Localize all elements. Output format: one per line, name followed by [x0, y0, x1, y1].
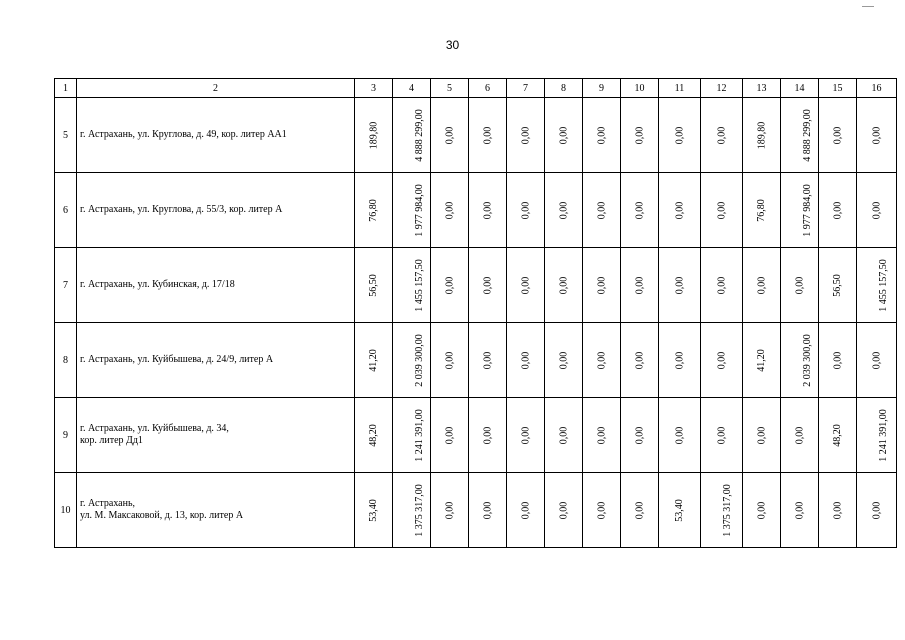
- value-cell: [507, 248, 545, 323]
- cell-value: 56,50: [368, 273, 379, 297]
- address-cell: [77, 398, 355, 473]
- address-cell: [77, 98, 355, 173]
- property-table: [54, 78, 897, 548]
- value-cell: [469, 248, 507, 323]
- value-cell: [355, 248, 393, 323]
- cell-value: 0,00: [674, 276, 685, 294]
- address-line: кор. литер Дд1: [80, 435, 143, 446]
- cell-value: 0,00: [558, 126, 569, 144]
- value-cell: [507, 323, 545, 398]
- value-cell: [545, 98, 583, 173]
- cell-value: 0,00: [871, 501, 882, 519]
- address-cell: [77, 173, 355, 248]
- address-line: г. Астрахань, ул. Кубинская, д. 17/18: [80, 279, 235, 290]
- row-number: 8: [55, 323, 77, 398]
- cell-value: 0,00: [596, 351, 607, 369]
- value-cell: [507, 173, 545, 248]
- address-line: г. Астрахань, ул. Круглова, д. 55/3, кор. литер А: [80, 204, 283, 215]
- value-cell: [583, 248, 621, 323]
- value-cell: [857, 173, 897, 248]
- cell-value: 76,80: [368, 198, 379, 222]
- value-cell: [355, 323, 393, 398]
- value-cell: [701, 323, 743, 398]
- value-cell: [469, 173, 507, 248]
- column-header: 9: [583, 79, 621, 98]
- value-cell: [743, 473, 781, 548]
- cell-value: 0,00: [716, 201, 727, 219]
- cell-value: 1 455 157,50: [877, 258, 889, 312]
- cell-value: 0,00: [558, 501, 569, 519]
- cell-value: 0,00: [596, 201, 607, 219]
- cell-value: 0,00: [716, 126, 727, 144]
- value-cell: [355, 473, 393, 548]
- cell-value: 0,00: [716, 276, 727, 294]
- cell-value: 53,40: [674, 498, 685, 522]
- table-row: [55, 248, 897, 323]
- value-cell: [857, 98, 897, 173]
- cell-value: 0,00: [596, 426, 607, 444]
- value-cell: [701, 398, 743, 473]
- value-cell: [469, 398, 507, 473]
- value-cell: [431, 248, 469, 323]
- cell-value: 1 455 157,50: [413, 258, 425, 312]
- value-cell: [621, 323, 659, 398]
- cell-value: 4 888 299,00: [413, 108, 425, 162]
- cell-value: 48,20: [368, 423, 379, 447]
- cell-value: 0,00: [558, 426, 569, 444]
- cell-value: 0,00: [482, 351, 493, 369]
- value-cell: [659, 323, 701, 398]
- column-header: 8: [545, 79, 583, 98]
- cell-value: 1 241 391,00: [413, 408, 425, 462]
- value-cell: [621, 248, 659, 323]
- cell-value: 0,00: [871, 351, 882, 369]
- value-cell: [393, 248, 431, 323]
- cell-value: 0,00: [634, 276, 645, 294]
- cell-value: 0,00: [674, 351, 685, 369]
- cell-value: 0,00: [794, 501, 805, 519]
- cell-value: 0,00: [674, 126, 685, 144]
- cell-value: 0,00: [716, 351, 727, 369]
- value-cell: [507, 398, 545, 473]
- value-cell: [355, 398, 393, 473]
- cell-value: 0,00: [558, 201, 569, 219]
- value-cell: [659, 248, 701, 323]
- cell-value: 0,00: [520, 501, 531, 519]
- cell-value: 0,00: [634, 126, 645, 144]
- row-number: 5: [55, 98, 77, 173]
- cell-value: 1 977 984,00: [801, 183, 813, 237]
- value-cell: [743, 98, 781, 173]
- value-cell: [393, 473, 431, 548]
- cell-value: 1 977 984,00: [413, 183, 425, 237]
- cell-value: 0,00: [444, 201, 455, 219]
- value-cell: [469, 473, 507, 548]
- value-cell: [819, 398, 857, 473]
- cell-value: 1 375 317,00: [413, 483, 425, 537]
- cell-value: 0,00: [716, 426, 727, 444]
- cell-value: 1 241 391,00: [877, 408, 889, 462]
- address-line: г. Астрахань, ул. Круглова, д. 49, кор. литер АА1: [80, 129, 287, 140]
- value-cell: [545, 323, 583, 398]
- value-cell: [781, 323, 819, 398]
- value-cell: [781, 98, 819, 173]
- value-cell: [355, 173, 393, 248]
- row-number: 10: [55, 473, 77, 548]
- value-cell: [431, 98, 469, 173]
- value-cell: [507, 473, 545, 548]
- cell-value: 0,00: [674, 201, 685, 219]
- cell-value: 0,00: [832, 501, 843, 519]
- value-cell: [431, 473, 469, 548]
- column-header: 11: [659, 79, 701, 98]
- cell-value: 0,00: [596, 501, 607, 519]
- value-cell: [621, 173, 659, 248]
- cell-value: 0,00: [520, 126, 531, 144]
- table-row: [55, 323, 897, 398]
- cell-value: 0,00: [520, 351, 531, 369]
- value-cell: [545, 248, 583, 323]
- cell-value: 0,00: [756, 276, 767, 294]
- cell-value: 0,00: [596, 276, 607, 294]
- address-cell: [77, 323, 355, 398]
- cell-value: 0,00: [634, 351, 645, 369]
- value-cell: [621, 473, 659, 548]
- value-cell: [393, 323, 431, 398]
- row-number: 9: [55, 398, 77, 473]
- value-cell: [659, 398, 701, 473]
- value-cell: [819, 473, 857, 548]
- value-cell: [701, 248, 743, 323]
- value-cell: [583, 473, 621, 548]
- value-cell: [857, 473, 897, 548]
- cell-value: 0,00: [756, 501, 767, 519]
- value-cell: [583, 98, 621, 173]
- address-line: ул. М. Максаковой, д. 13, кор. литер А: [80, 510, 244, 521]
- value-cell: [857, 398, 897, 473]
- value-cell: [781, 398, 819, 473]
- value-cell: [781, 473, 819, 548]
- cell-value: 0,00: [558, 276, 569, 294]
- value-cell: [819, 323, 857, 398]
- cell-value: 1 375 317,00: [721, 483, 733, 537]
- column-header: 12: [701, 79, 743, 98]
- cell-value: 0,00: [634, 201, 645, 219]
- cell-value: 4 888 299,00: [801, 108, 813, 162]
- cell-value: 189,80: [756, 121, 767, 149]
- value-cell: [355, 98, 393, 173]
- value-cell: [781, 248, 819, 323]
- cell-value: 41,20: [368, 348, 379, 372]
- value-cell: [819, 173, 857, 248]
- cell-value: 0,00: [444, 351, 455, 369]
- cell-value: 0,00: [596, 126, 607, 144]
- value-cell: [469, 98, 507, 173]
- value-cell: [857, 323, 897, 398]
- cell-value: 0,00: [482, 426, 493, 444]
- column-header: 2: [77, 79, 355, 98]
- column-header: 7: [507, 79, 545, 98]
- cell-value: 48,20: [832, 423, 843, 447]
- cell-value: 53,40: [368, 498, 379, 522]
- cell-value: 0,00: [520, 426, 531, 444]
- value-cell: [701, 473, 743, 548]
- column-header: 4: [393, 79, 431, 98]
- value-cell: [701, 173, 743, 248]
- address-line: г. Астрахань, ул. Куйбышева, д. 24/9, литер А: [80, 354, 274, 365]
- value-cell: [431, 173, 469, 248]
- cell-value: 0,00: [482, 501, 493, 519]
- row-number: 6: [55, 173, 77, 248]
- cell-value: 0,00: [444, 126, 455, 144]
- value-cell: [743, 173, 781, 248]
- value-cell: [583, 173, 621, 248]
- value-cell: [507, 98, 545, 173]
- value-cell: [701, 98, 743, 173]
- value-cell: [545, 398, 583, 473]
- value-cell: [393, 173, 431, 248]
- value-cell: [743, 398, 781, 473]
- cell-value: 0,00: [832, 201, 843, 219]
- cell-value: 0,00: [520, 201, 531, 219]
- address-line: г. Астрахань, ул. Куйбышева, д. 34,: [80, 423, 229, 434]
- column-header: 13: [743, 79, 781, 98]
- row-number: 7: [55, 248, 77, 323]
- value-cell: [393, 398, 431, 473]
- address-cell: [77, 248, 355, 323]
- cell-value: 0,00: [558, 351, 569, 369]
- cell-value: 0,00: [832, 351, 843, 369]
- value-cell: [659, 473, 701, 548]
- value-cell: [819, 248, 857, 323]
- column-header: 14: [781, 79, 819, 98]
- column-header: 6: [469, 79, 507, 98]
- cell-value: 0,00: [444, 276, 455, 294]
- value-cell: [743, 323, 781, 398]
- value-cell: [431, 398, 469, 473]
- cell-value: 2 039 300,00: [413, 333, 425, 387]
- value-cell: [819, 98, 857, 173]
- value-cell: [621, 98, 659, 173]
- cell-value: 0,00: [794, 426, 805, 444]
- address-cell: [77, 473, 355, 548]
- value-cell: [469, 323, 507, 398]
- cell-value: 0,00: [444, 426, 455, 444]
- table-row: [55, 98, 897, 173]
- cell-value: 0,00: [482, 201, 493, 219]
- value-cell: [583, 398, 621, 473]
- header-row: [55, 79, 897, 98]
- cell-value: 0,00: [482, 276, 493, 294]
- value-cell: [857, 248, 897, 323]
- cell-value: 0,00: [674, 426, 685, 444]
- cell-value: 0,00: [444, 501, 455, 519]
- cell-value: 0,00: [756, 426, 767, 444]
- value-cell: [781, 173, 819, 248]
- value-cell: [431, 323, 469, 398]
- cell-value: 76,80: [756, 198, 767, 222]
- page-number: 30: [445, 38, 460, 52]
- cell-value: 0,00: [832, 126, 843, 144]
- column-header: 5: [431, 79, 469, 98]
- address-line: г. Астрахань,: [80, 498, 136, 509]
- cell-value: 41,20: [756, 348, 767, 372]
- cell-value: 0,00: [871, 126, 882, 144]
- table-row: [55, 473, 897, 548]
- table-row: [55, 173, 897, 248]
- value-cell: [621, 398, 659, 473]
- value-cell: [393, 98, 431, 173]
- table-row: [55, 398, 897, 473]
- value-cell: [743, 248, 781, 323]
- column-header: 10: [621, 79, 659, 98]
- value-cell: [659, 173, 701, 248]
- cell-value: 0,00: [794, 276, 805, 294]
- value-cell: [545, 173, 583, 248]
- cell-value: 56,50: [832, 273, 843, 297]
- cell-value: 189,80: [368, 121, 379, 149]
- cell-value: 0,00: [482, 126, 493, 144]
- value-cell: [583, 323, 621, 398]
- column-header: 3: [355, 79, 393, 98]
- table-body: [55, 79, 897, 548]
- column-header: 15: [819, 79, 857, 98]
- cell-value: 0,00: [520, 276, 531, 294]
- value-cell: [545, 473, 583, 548]
- value-cell: [659, 98, 701, 173]
- cell-value: 0,00: [634, 426, 645, 444]
- column-header: 1: [55, 79, 77, 98]
- scan-mark: [862, 6, 874, 7]
- cell-value: 2 039 300,00: [801, 333, 813, 387]
- cell-value: 0,00: [871, 201, 882, 219]
- column-header: 16: [857, 79, 897, 98]
- cell-value: 0,00: [634, 501, 645, 519]
